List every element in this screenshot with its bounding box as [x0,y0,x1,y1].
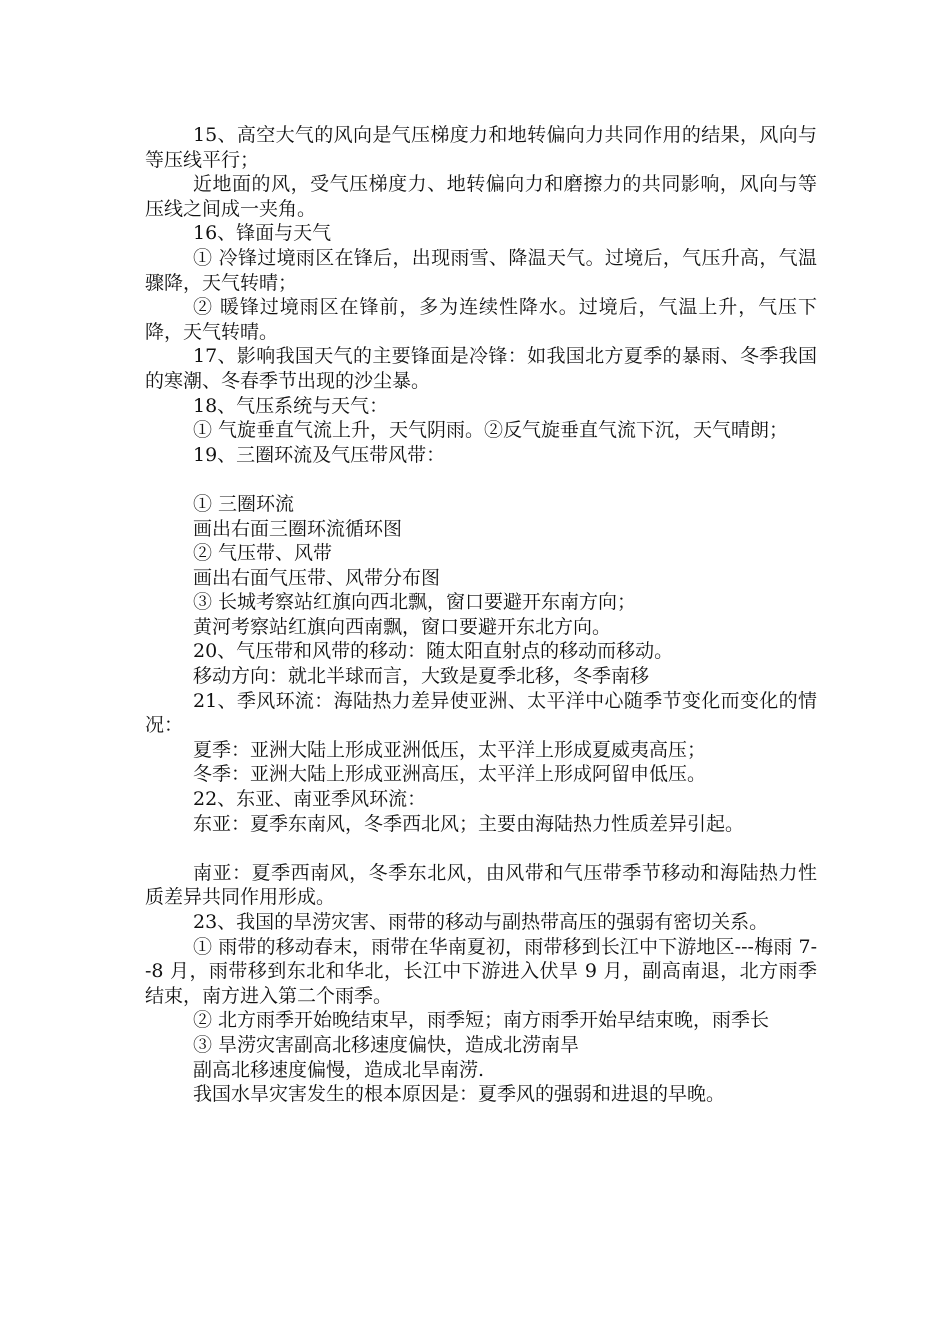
item-rain-belt-movement: ① 雨带的移动春末，雨带在华南夏初，雨带移到长江中下游地区---梅雨 7--8 月，雨带移到东北和华北，长江中下游进入伏旱 9 月，副高南退，北方雨季结束，南方进入第二个雨季。 [145,935,817,1007]
paragraph-summer: 夏季：亚洲大陆上形成亚洲低压，太平洋上形成夏威夷高压； [193,738,707,761]
item-three-cell-circulation: ① 三圈环流 [193,492,295,515]
blank-line [145,467,817,492]
paragraph-21-monsoon: 21、季风环流：海陆热力差异使亚洲、太平洋中心随季节变化而变化的情况： [145,689,817,737]
document-body [145,123,817,1107]
heading-22-monsoon-circulation: 22、东亚、南亚季风环流： [193,788,427,811]
item-great-wall-station: ③ 长城考察站红旗向西北飘，窗口要避开东南方向； [193,591,637,614]
item-drought-flood-fast: ③ 旱涝灾害副高北移速度偏快，造成北涝南旱 [193,1033,580,1056]
instruction-draw-circulation: 画出右面三圈环流循环图 [193,517,403,540]
item-rainy-season: ② 北方雨季开始晚结束早，雨季短；南方雨季开始早结束晚，雨季长 [193,1009,770,1032]
paragraph-cyclone-anticyclone: ① 气旋垂直气流上升，天气阴雨。②反气旋垂直气流下沉，天气晴朗； [193,419,789,442]
heading-18-pressure-systems: 18、气压系统与天气： [193,394,389,417]
paragraph-drought-flood-slow: 副高北移速度偏慢，造成北旱南涝. [193,1058,485,1081]
paragraph-movement-direction: 移动方向：就北半球而言，大致是夏季北移，冬季南移 [193,665,650,688]
paragraph-17-cold-front-impact: 17、影响我国天气的主要锋面是冷锋：如我国北方夏季的暴雨、冬季我国的寒潮、冬春季节出现的沙尘暴。 [145,345,817,392]
paragraph-south-asia: 南亚：夏季西南风，冬季东北风，由风带和气压带季节移动和海陆热力性质差异共同作用形成。 [145,861,817,909]
paragraph-cold-front: ① 冷锋过境雨区在锋后，出现雨雪、降温天气。过境后，气压升高，气温骤降，天气转晴； [145,246,817,294]
heading-16-fronts: 16、锋面与天气 [193,222,332,245]
paragraph-warm-front: ② 暖锋过境雨区在锋前，多为连续性降水。过境后，气温上升，气压下降，天气转晴。 [145,296,817,343]
paragraph-yellow-river-station: 黄河考察站红旗向西南飘，窗口要避开东北方向。 [193,615,612,638]
item-pressure-wind-belts: ② 气压带、风带 [193,542,333,565]
paragraph-winter: 冬季：亚洲大陆上形成亚洲高压，太平洋上形成阿留申低压。 [193,763,707,786]
paragraph-15-upper-wind: 15、高空大气的风向是气压梯度力和地转偏向力共同作用的结果，风向与等压线平行； [145,124,817,171]
paragraph-23-drought-flood: 23、我国的旱涝灾害、雨带的移动与副热带高压的强弱有密切关系。 [193,911,769,933]
paragraph-20-belt-movement: 20、气压带和风带的移动：随太阳直射点的移动而移动。 [193,640,674,663]
instruction-draw-belts: 画出右面气压带、风带分布图 [193,566,441,589]
blank-line [145,836,817,861]
paragraph-east-asia: 东亚：夏季东南风，冬季西北风；主要由海陆热力性质差异引起。 [193,812,745,835]
heading-19-three-cell: 19、三圈环流及气压带风带： [193,443,446,466]
paragraph-surface-wind: 近地面的风，受气压梯度力、地转偏向力和磨擦力的共同影响，风向与等压线之间成一夹角。 [145,173,817,220]
paragraph-root-cause: 我国水旱灾害发生的根本原因是：夏季风的强弱和进退的早晚。 [193,1083,726,1106]
